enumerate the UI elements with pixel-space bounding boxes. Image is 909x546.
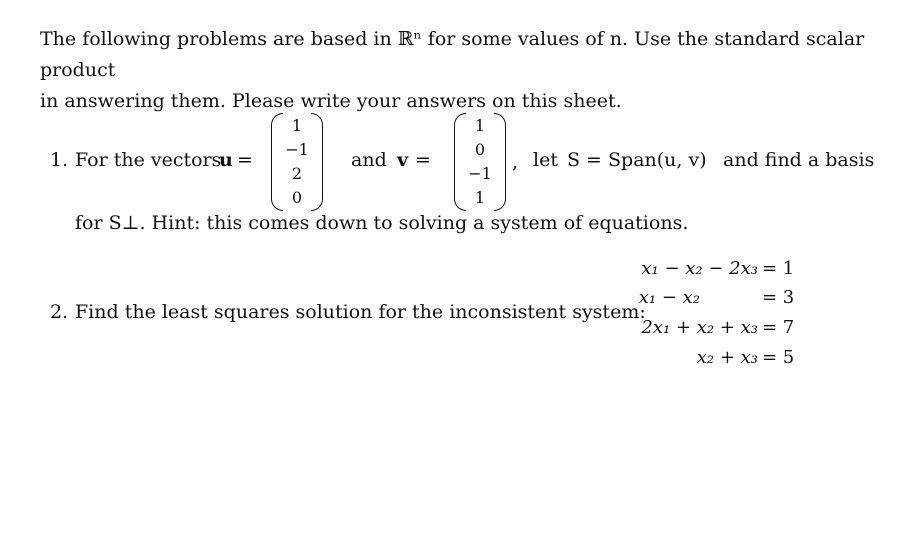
equation-1-lhs: x₁ − x₂ − 2x₃ xyxy=(641,258,758,279)
intro-line-2: in answering them. Please write your answers on this sheet. xyxy=(40,90,622,112)
basis-text: and find a basis xyxy=(723,149,875,171)
vector-u-entry-1: 1 xyxy=(291,116,303,135)
let-text: let xyxy=(533,149,558,171)
equation-4-rhs: = 5 xyxy=(762,347,795,368)
equation-3-lhs-box xyxy=(560,313,758,343)
span-definition: S = Span(u, v) xyxy=(567,149,707,171)
equation-4-lhs: x₂ + x₃ xyxy=(696,347,758,368)
vector-u-entry-2: −1 xyxy=(285,140,309,159)
equals-sign-v: = xyxy=(415,149,431,171)
vector-u-entry-3: 2 xyxy=(291,164,303,183)
equation-3-lhs: 2x₁ + x₂ + x₃ xyxy=(641,317,758,338)
intro-paragraph xyxy=(40,24,880,117)
equation-2-lhs-box xyxy=(560,283,700,313)
equation-2-lhs: x₁ − x₂ xyxy=(638,287,700,308)
vector-v-entry-2: 0 xyxy=(474,140,486,159)
vector-v-entry-3: −1 xyxy=(468,164,492,183)
intro-line-1: The following problems are based in ℝⁿ for some values of n. Use the standard scalar product xyxy=(40,28,865,81)
vector-u xyxy=(271,113,323,211)
right-paren xyxy=(494,113,506,211)
vector-v-entry-4: 1 xyxy=(474,188,486,207)
vector-v-entry-1: 1 xyxy=(474,116,486,135)
vector-u-symbol: u xyxy=(219,149,233,171)
problem-2-text: Find the least squares solution for the inconsistent system: xyxy=(75,301,646,323)
problem-2-number: 2. xyxy=(50,301,69,323)
equation-3-rhs: = 7 xyxy=(762,317,795,338)
equation-1-rhs: = 1 xyxy=(762,258,795,279)
equation-4-lhs-box xyxy=(560,343,758,373)
problem-1-lead: For the vectors xyxy=(75,149,222,171)
problem-1-number: 1. xyxy=(50,149,69,171)
and-text: and xyxy=(351,149,387,171)
problem-1-line-2: for S⊥. Hint: this comes down to solving a system of equations. xyxy=(75,212,689,234)
right-paren xyxy=(311,113,323,211)
equation-1-lhs-box xyxy=(560,254,758,284)
comma: , xyxy=(512,151,519,173)
equals-sign-u: = xyxy=(237,149,253,171)
vector-v-symbol: v xyxy=(397,149,409,171)
equation-2-rhs: = 3 xyxy=(762,287,795,308)
vector-u-entry-4: 0 xyxy=(291,188,303,207)
vector-v xyxy=(454,113,506,211)
